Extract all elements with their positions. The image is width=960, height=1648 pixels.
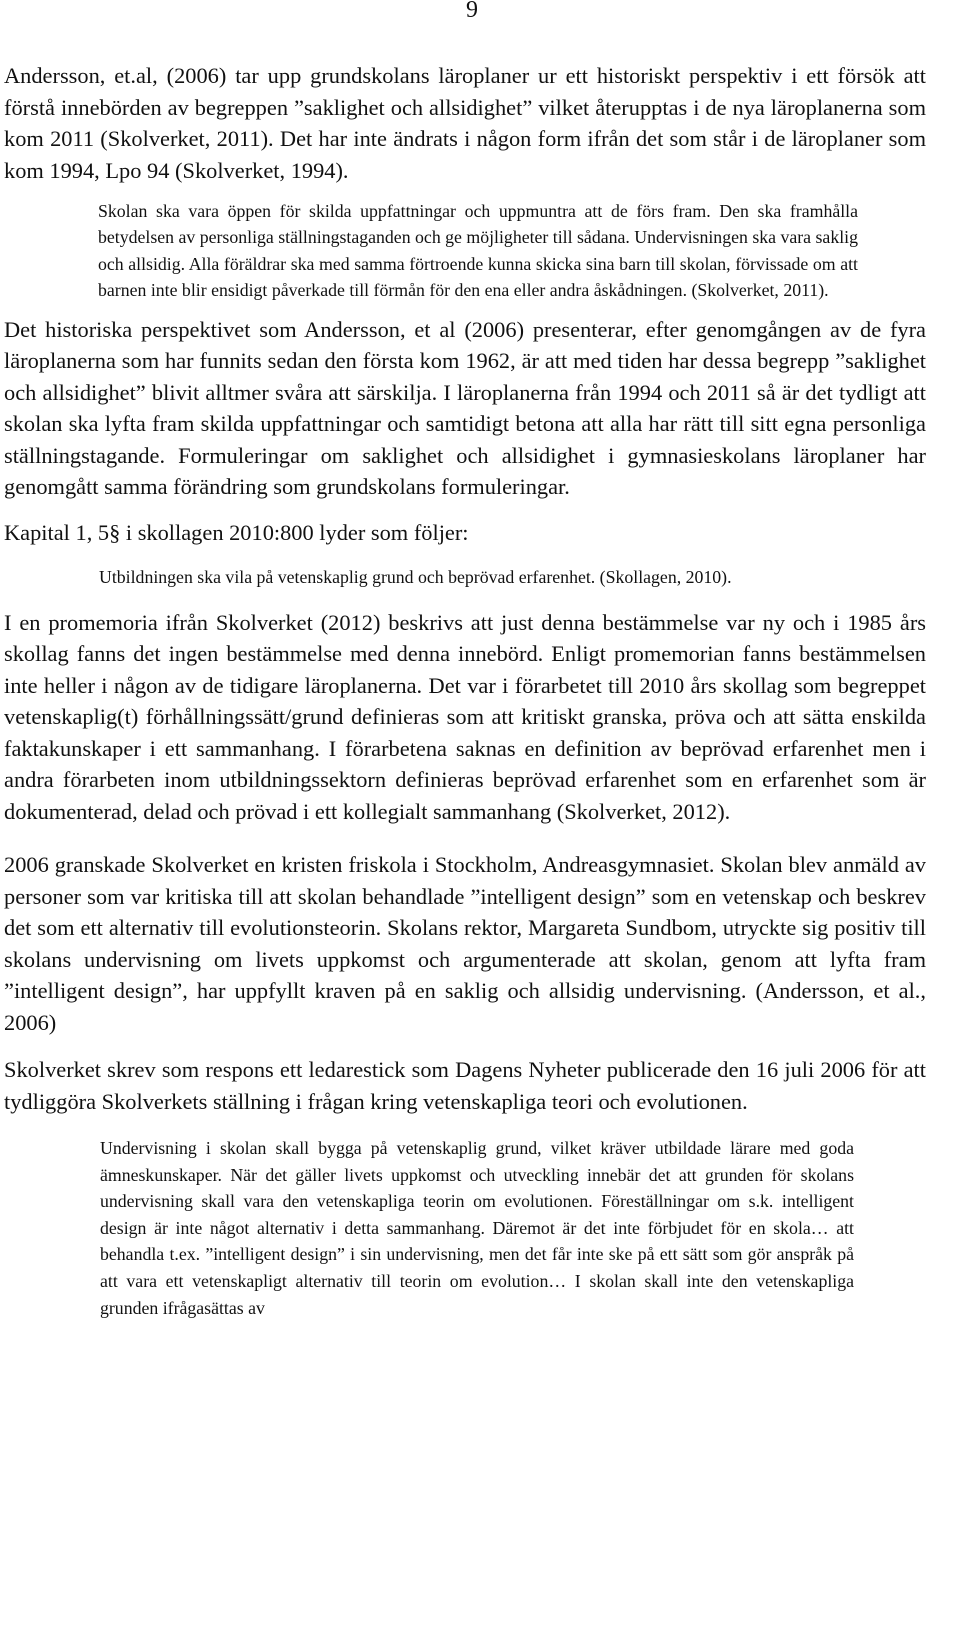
page-number: 9 — [466, 0, 478, 23]
paragraph-andreasgymnasiet: 2006 granskade Skolverket en kristen friskola i Stockholm, Andreasgymnasiet. Skolan blev anmäld av personer som var kritiska till att skolan behandlade ”intelligent design” som en vetenskap och beskrev det som ett alternativ till evolutionsteorin. Skolans rektor, Margareta Sundbom, utryckte sig positiv till skolans undervisning om livets uppkomst och argumenterade att skolan, genom att lyfta fram ”intelligent design”, har uppfyllt kraven på en saklig och allsidig undervisning. (Andersson, et al., 2006) — [4, 852, 926, 1035]
paragraph-andersson: Andersson, et.al, (2006) tar upp grundskolans läroplaner ur ett historiskt perspektiv i ett försök att förstå innebörden av begreppen ”saklighet och allsidighet” vilket återupptas i de nya läroplanerna som kom 2011 (Skolverket, 2011). Det har inte ändrats i någon form ifrån det som står i de läroplaner som kom 1994, Lpo 94 (Skolverket, 1994). — [4, 63, 926, 183]
document-body — [4, 60, 926, 1321]
block-quote-skolverket-2011: Skolan ska vara öppen för skilda uppfattningar och uppmuntra att de förs fram. Den ska framhålla betydelsen av personliga ställningstaganden och ge möjligheter till sådana. Undervisningen ska vara saklig och allsidig. Alla föräldrar ska med samma förtroende kunna skicka sina barn till skolan, förvissade om att barnen inte blir ensidigt påverkade till förmån för den ena eller andra åskådningen. (Skolverket, 2011). — [98, 201, 858, 301]
paragraph-skollagen-intro: Kapital 1, 5§ i skollagen 2010:800 lyder som följer: — [4, 519, 469, 545]
paragraph-historical-perspective: Det historiska perspektivet som Andersson, et al (2006) presenterar, efter genomgången av de fyra läroplanerna som har funnits sedan den första kom 1962, är att med tiden har dessa begrepp ”saklighet och allsidighet” blivit alltmer svåra att särskilja. I läroplanerna från 1994 och 2011 så är det tydligt att skolan ska lyfta fram skilda uppfattningar och samtidigt betona att alla har rätt till sitt egna personliga ställningstagande. Formuleringar om saklighet och allsidighet i gymnasieskolans läroplaner har genomgått samma förändring som grundskolans formuleringar. — [4, 316, 926, 500]
block-quote-skollagen: Utbildningen ska vila på vetenskaplig grund och beprövad erfarenhet. (Skollagen, 2010). — [99, 567, 732, 588]
paragraph-dagens-nyheter: Skolverket skrev som respons ett ledarestick som Dagens Nyheter publicerade den 16 juli 2006 för att tydliggöra Skolverkets ställning i frågan kring vetenskapliga teori och evolutionen. — [4, 1057, 926, 1114]
block-quote-ledarestick: Undervisning i skolan skall bygga på vetenskaplig grund, vilket kräver utbildade lärare med goda ämneskunskaper. När det gäller livets uppkomst och utveckling innebär det att grunden för skolans undervisning skall vara den vetenskapliga teorin om evolutionen. Föreställningar om s.k. intelligent design är inte något alternativ i detta sammanhang. Däremot är det inte förbjudet för en skola… att behandla t.ex. ”intelligent design” i sin undervisning, men det får inte ske på ett sätt som gör anspråk på att vara ett vetenskapligt alternativ till teorin om evolution… I skolan skall inte den vetenskapliga grunden ifrågasättas av — [100, 1138, 854, 1318]
paragraph-promemoria: I en promemoria ifrån Skolverket (2012) beskrivs att just denna bestämmelse var ny och i 1985 års skollag fanns det ingen bestämmelse med denna innebörd. Enligt promemorian fanns bestämmelsen inte heller i någon av de tidigare läroplanerna. Det var i förarbetet till 2010 års skollag som begreppet vetenskaplig(t) förhållningssätt/grund definieras som att kritiskt granska, pröva och att sätta enskilda faktakunskaper i ett sammanhang. I förarbetena saknas en definition av beprövad erfarenhet men i andra förarbeten inom utbildningssektorn definieras beprövad erfarenhet som en erfarenhet som är dokumenterad, delad och prövad i ett kollegialt sammanhang (Skolverket, 2012). — [4, 609, 926, 824]
